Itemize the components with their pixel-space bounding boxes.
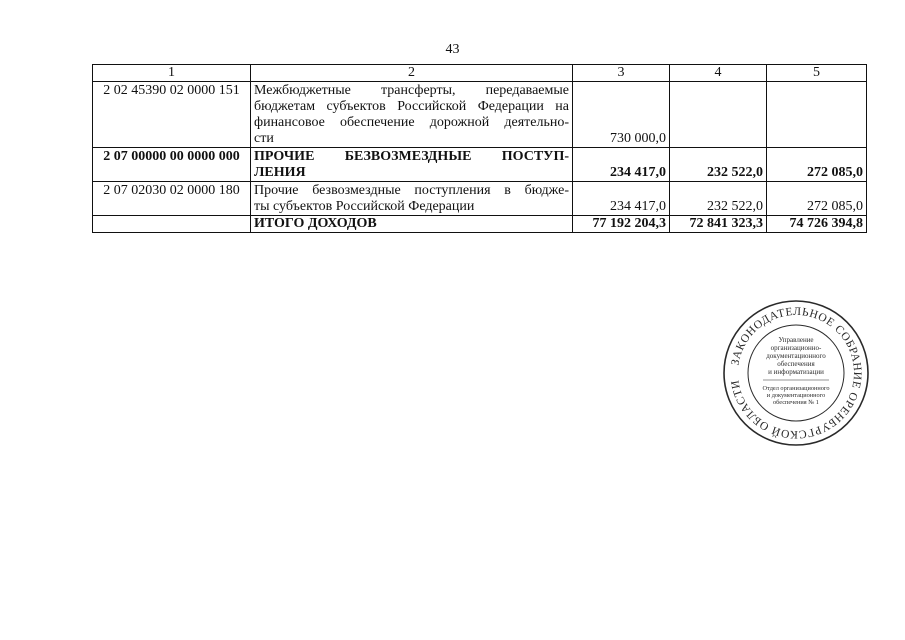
total-label: ИТОГО ДОХОДОВ [251,216,573,233]
income-name [251,182,573,216]
seal-inner-line: обеспечения [777,360,815,368]
table-row [93,182,867,216]
amount-col4: 232 522,0 [670,182,767,216]
income-name [251,148,573,182]
column-header-3: 3 [573,65,670,82]
budget-code: 2 02 45390 02 0000 151 [93,82,251,148]
total-code-cell [93,216,251,233]
seal-inner-line: и информатизации [768,368,824,376]
income-name-line: Межбюджетные трансферты, передаваемые [254,83,569,98]
column-header-1: 1 [93,65,251,82]
budget-code: 2 07 02030 02 0000 180 [93,182,251,216]
income-name-line: Прочие безвозмездные поступления в бюдже- [254,183,569,198]
income-name-line: бюджетам субъектов Российской Федерации на [254,99,569,114]
income-name [251,82,573,148]
table-row [93,148,867,182]
seal-ring-text: ЗАКОНОДАТЕЛЬНОЕ СОБРАНИЕ ОРЕНБУРГСКОЙ ОБЛАСТИ [729,305,864,441]
column-header-5: 5 [767,65,867,82]
amount-col4: 232 522,0 [670,148,767,182]
column-header-2: 2 [251,65,573,82]
amount-col3: 730 000,0 [573,82,670,148]
page-number: 43 [445,42,460,57]
amount-col3: 234 417,0 [573,148,670,182]
seal-inner-line: и документационного [766,392,826,399]
income-name-line: сти [254,131,274,146]
total-col5: 74 726 394,8 [767,216,867,233]
seal-inner-line: организационно- [770,344,822,352]
seal-inner-text [763,336,830,406]
amount-col5 [767,82,867,148]
total-row [93,216,867,233]
column-header-4: 4 [670,65,767,82]
table-header-row [93,65,867,82]
budget-income-table [92,64,867,233]
amount-col5: 272 085,0 [767,182,867,216]
seal-inner-line: документационного [766,352,826,360]
total-col3: 77 192 204,3 [573,216,670,233]
income-name-line: ты субъектов Российской Федерации [254,199,475,214]
income-name-line: финансовое обеспечение дорожной деятельно- [254,115,569,130]
income-name-line: ЛЕНИЯ [254,165,306,180]
budget-code: 2 07 00000 00 0000 000 [93,148,251,182]
seal-inner-line: обеспечения № 1 [773,399,819,406]
amount-col4 [670,82,767,148]
income-name-line: ПРОЧИЕ БЕЗВОЗМЕЗДНЫЕ ПОСТУП- [254,149,569,164]
total-col4: 72 841 323,3 [670,216,767,233]
seal-inner-line: Отдел организационного [762,385,830,392]
seal-inner-line: Управление [778,336,814,344]
table-row [93,82,867,148]
official-seal [721,298,871,448]
amount-col5: 272 085,0 [767,148,867,182]
amount-col3: 234 417,0 [573,182,670,216]
